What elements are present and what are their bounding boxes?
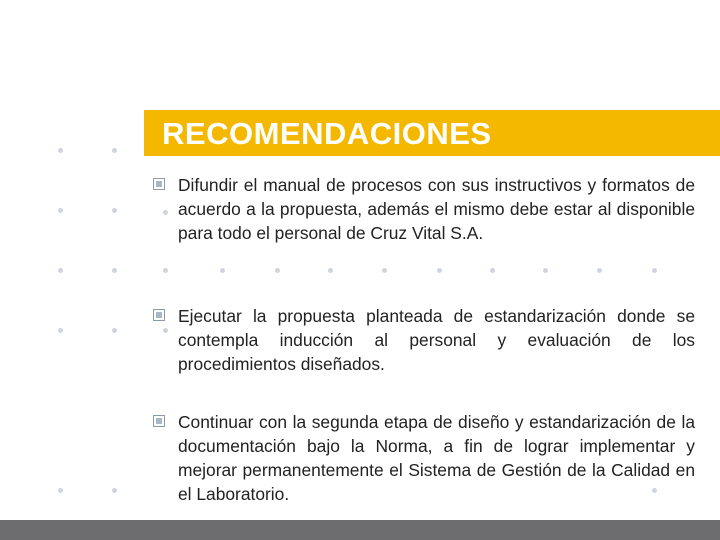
footer-bar bbox=[0, 520, 720, 540]
bullet-text: Difundir el manual de procesos con sus instructivos y formatos de acuerdo a la propuesta, además el mismo debe estar al disponible para todo el personal de Cruz Vital S.A. bbox=[178, 175, 695, 243]
decorative-dot bbox=[112, 488, 117, 493]
title-banner bbox=[144, 110, 720, 156]
checkbox-square-icon bbox=[153, 178, 165, 190]
decorative-dot bbox=[490, 268, 495, 273]
decorative-dot bbox=[437, 268, 442, 273]
checkbox-square-icon bbox=[153, 415, 165, 427]
decorative-dot bbox=[652, 268, 657, 273]
decorative-dot bbox=[382, 268, 387, 273]
decorative-dot bbox=[220, 268, 225, 273]
decorative-dot bbox=[163, 268, 168, 273]
decorative-dot bbox=[275, 268, 280, 273]
bullet-text: Ejecutar la propuesta planteada de estandarización donde se contempla inducción al personal y evaluación de los procedimientos diseñados. bbox=[178, 306, 695, 374]
decorative-dot bbox=[112, 208, 117, 213]
decorative-dot bbox=[58, 488, 63, 493]
decorative-dot bbox=[58, 148, 63, 153]
bullet-item bbox=[153, 173, 695, 245]
bullet-item bbox=[153, 304, 695, 376]
decorative-dot bbox=[58, 328, 63, 333]
checkbox-square-icon bbox=[153, 309, 165, 321]
decorative-dot bbox=[112, 268, 117, 273]
decorative-dot bbox=[58, 268, 63, 273]
decorative-dot bbox=[597, 268, 602, 273]
decorative-dot bbox=[112, 328, 117, 333]
bullet-text: Continuar con la segunda etapa de diseño y estandarización de la documentación bajo la Norma, a fin de lograr implementar y mejorar permanentemente el Sistema de Gestión de la Calidad en el Laboratorio. bbox=[178, 412, 695, 504]
decorative-dot bbox=[328, 268, 333, 273]
decorative-dot bbox=[58, 208, 63, 213]
bullet-item bbox=[153, 410, 695, 506]
slide-title: RECOMENDACIONES bbox=[162, 116, 492, 151]
decorative-dot bbox=[112, 148, 117, 153]
decorative-dot bbox=[543, 268, 548, 273]
